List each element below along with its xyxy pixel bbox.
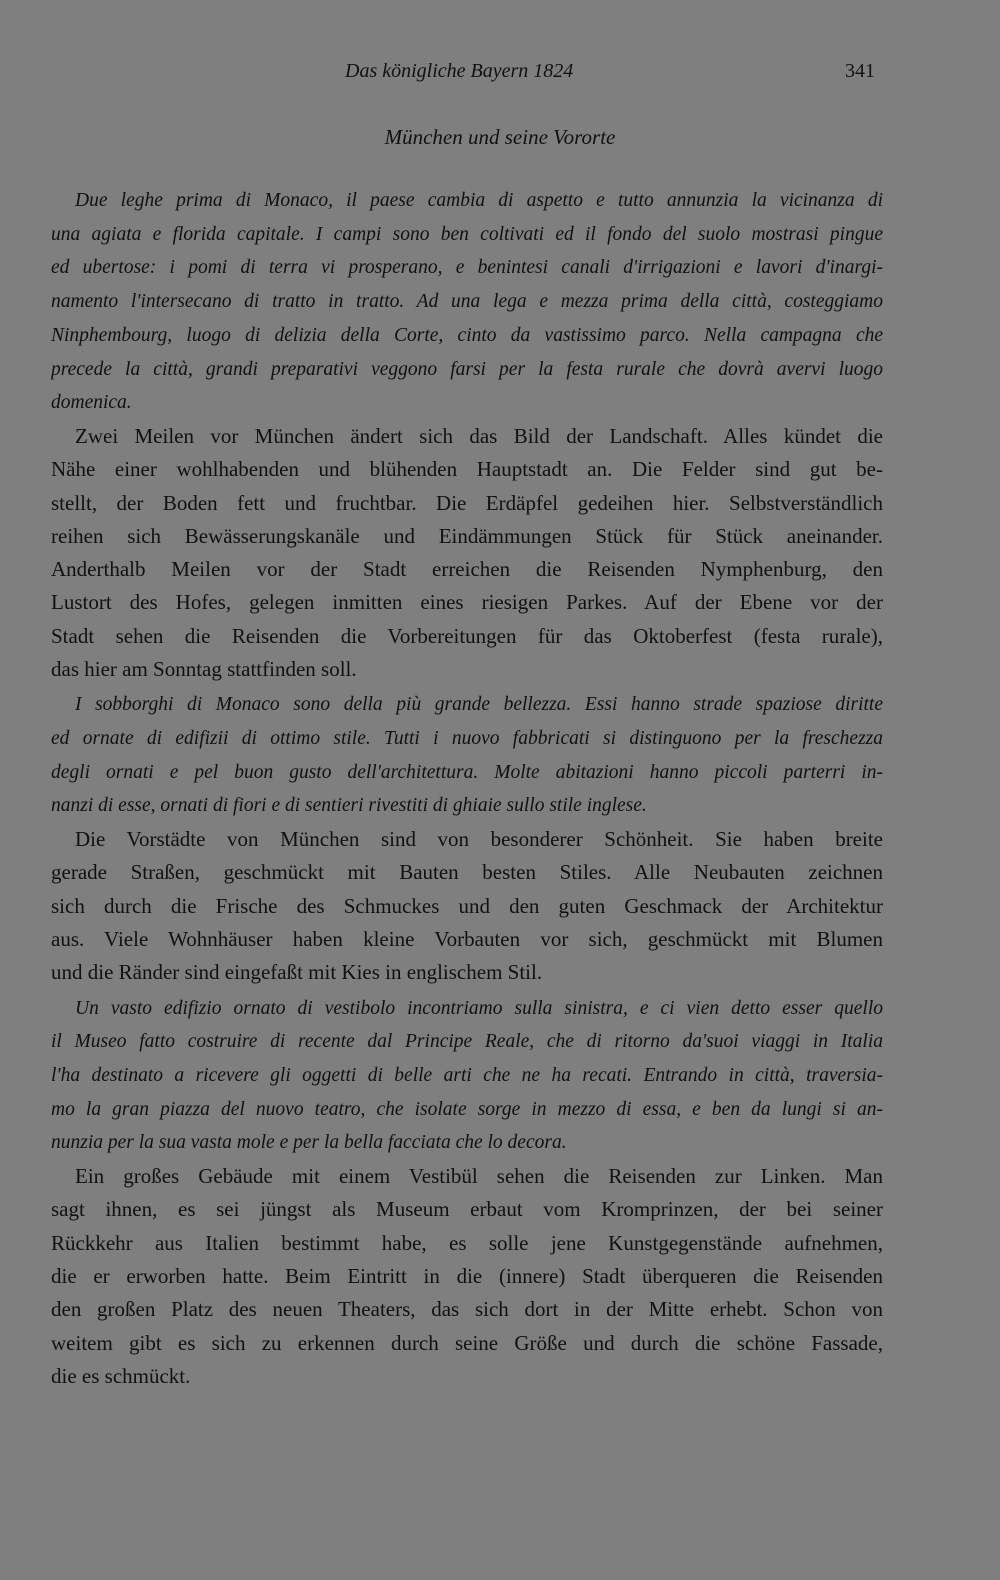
text-line: Ein großes Gebäude mit einem Vestibül sehen die Reisenden zur Linken. Man [75,1164,883,1189]
text-line: Due leghe prima di Monaco, il paese cambia di aspetto e tutto annunzia la vicinanza di [75,190,883,211]
running-head [0,58,1000,84]
text-line: nunzia per la sua vasta mole e per la bella facciata che lo decora. [51,1132,567,1154]
text-line: mo la gran piazza del nuovo teatro, che isolate sorge in mezzo di essa, e ben da lungi si an- [51,1098,883,1120]
running-title: Das königliche Bayern 1824 [345,60,574,82]
text-line: stellt, der Boden fett und fruchtbar. Die Erdäpfel gedeihen hier. Selbstverständlich [51,490,883,515]
body-text [51,184,883,1393]
text-line: il Museo fatto costruire di recente dal Principe Reale, che di ritorno da'suoi viaggi in Italia [51,1031,883,1053]
text-line: weitem gibt es sich zu erkennen durch seine Größe und durch die schöne Fassade, [51,1330,883,1355]
text-line: Die Vorstädte von München sind von besonderer Schönheit. Sie haben breite [75,827,883,852]
text-line: sich durch die Frische des Schmuckes und den guten Geschmack der Architektur [51,893,883,918]
text-line: reihen sich Bewässerungskanäle und Eindämmungen Stück für Stück aneinander. [51,523,883,548]
page-number: 341 [845,60,875,82]
text-line: Rückkehr aus Italien bestimmt habe, es solle jene Kunstgegenstände aufnehmen, [51,1230,883,1255]
text-line: nanzi di esse, ornati di fiori e di sentieri rivestiti di ghiaie sullo stile inglese. [51,795,647,817]
text-line: ed ubertose: i pomi di terra vi prosperano, e benintesi canali d'irrigazioni e lavori d'inargi- [51,257,883,279]
italian-paragraph [51,992,883,1161]
text-line: das hier am Sonntag stattfinden soll. [51,657,357,681]
text-line: namento l'intersecano di tratto in tratto. Ad una lega e mezza prima della città, costeggiamo [51,291,883,313]
text-line: Lustort des Hofes, gelegen inmitten eines riesigen Parkes. Auf der Ebene vor der [51,590,883,615]
text-line: degli ornati e pel buon gusto dell'architettura. Molte abitazioni hanno piccoli parterri in- [51,761,883,783]
text-line: Ninphembourg, luogo di delizia della Corte, cinto da vastissimo parco. Nella campagna che [51,324,883,346]
text-line: Anderthalb Meilen vor der Stadt erreichen die Reisenden Nymphenburg, den [51,557,883,582]
german-paragraph [51,420,883,686]
german-paragraph [51,1160,883,1393]
text-line: und die Ränder sind eingefaßt mit Kies in englischem Stil. [51,960,543,985]
text-line: I sobborghi di Monaco sono della più grande bellezza. Essi hanno strade spaziose diritte [75,694,883,716]
text-line: den großen Platz des neuen Theaters, das sich dort in der Mitte erhebt. Schon von [51,1297,883,1322]
text-line: Zwei Meilen vor München ändert sich das Bild der Landschaft. Alles kündet die [75,423,883,448]
italian-paragraph [51,688,883,823]
text-line: Stadt sehen die Reisenden die Vorbereitungen für das Oktoberfest (festa rurale), [51,623,883,648]
italian-paragraph [51,184,883,420]
text-line: die er erworben hatte. Beim Eintritt in die (innere) Stadt überqueren die Reisenden [51,1264,883,1288]
text-line: l'ha destinato a ricevere gli oggetti di belle arti che ne ha recati. Entrando in città, traversia- [51,1065,883,1086]
text-line: precede la città, grandi preparativi veggono farsi per la festa rurale che dovrà avervi luogo [51,358,883,380]
german-paragraph [51,823,883,989]
text-line: domenica. [51,392,132,414]
text-line: die es schmückt. [51,1363,191,1388]
text-line: gerade Straßen, geschmückt mit Bauten besten Stiles. Alle Neubauten zeichnen [51,860,883,885]
text-line: ed ornate di edifizii di ottimo stile. Tutti i nuovo fabbricati si distinguono per la freschezza [51,728,883,749]
text-line: aus. Viele Wohnhäuser haben kleine Vorbauten vor sich, geschmückt mit Blumen [51,927,883,951]
text-line: una agiata e florida capitale. I campi sono ben coltivati ed il fondo del suolo mostrasi pingue [51,223,883,245]
text-line: Nähe einer wohlhabenden und blühenden Hauptstadt an. Die Felder sind gut be- [51,457,883,482]
text-line: Un vasto edifizio ornato di vestibolo incontriamo sulla sinistra, e ci vien detto esser quello [75,997,883,1019]
section-title: München und seine Vororte [384,125,616,149]
text-line: sagt ihnen, es sei jüngst als Museum erbaut vom Kromprinzen, der bei seiner [51,1197,883,1222]
